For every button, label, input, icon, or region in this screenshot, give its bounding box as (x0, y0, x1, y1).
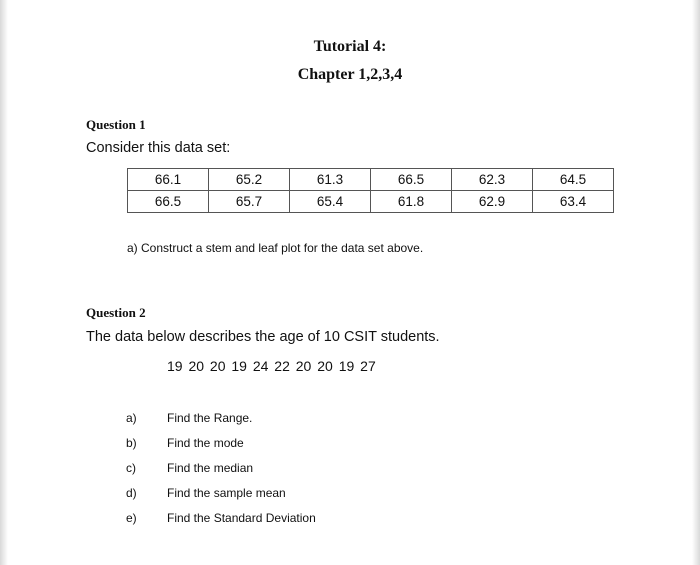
task-letter: d) (126, 486, 137, 500)
page-edge-left (0, 0, 8, 565)
ages-data: 19 20 20 19 24 22 20 20 19 27 (167, 358, 376, 374)
table-cell: 65.7 (209, 191, 290, 213)
table-cell: 62.9 (452, 191, 533, 213)
question-1-intro: Consider this data set: (86, 140, 231, 156)
question-2-intro: The data below describes the age of 10 CSIT students. (86, 329, 440, 345)
table-cell: 66.1 (128, 169, 209, 191)
task-text: Find the Range. (167, 411, 253, 425)
table-cell: 64.5 (533, 169, 614, 191)
task-letter: c) (126, 461, 136, 475)
data-set-table (127, 168, 614, 213)
task-text: Find the sample mean (167, 486, 286, 500)
table-cell: 62.3 (452, 169, 533, 191)
table-cell: 66.5 (371, 169, 452, 191)
question-2-heading: Question 2 (86, 305, 146, 320)
table-cell: 61.3 (290, 169, 371, 191)
question-1-heading: Question 1 (86, 117, 146, 132)
table-cell: 65.4 (290, 191, 371, 213)
question-1-part-a: a) Construct a stem and leaf plot for the data set above. (127, 241, 424, 255)
table-cell: 66.5 (128, 191, 209, 213)
page-title: Tutorial 4: (313, 38, 387, 55)
table-cell: 61.8 (371, 191, 452, 213)
table-cell: 65.2 (209, 169, 290, 191)
table-row (128, 191, 614, 213)
task-letter: a) (126, 411, 137, 425)
table-cell: 63.4 (533, 191, 614, 213)
task-text: Find the mode (167, 436, 244, 450)
page-subtitle: Chapter 1,2,3,4 (297, 66, 403, 83)
page-edge-right (692, 0, 700, 565)
task-text: Find the Standard Deviation (167, 511, 316, 525)
task-text: Find the median (167, 461, 254, 475)
table-row (128, 169, 614, 191)
task-letter: e) (126, 511, 137, 525)
task-letter: b) (126, 436, 137, 450)
